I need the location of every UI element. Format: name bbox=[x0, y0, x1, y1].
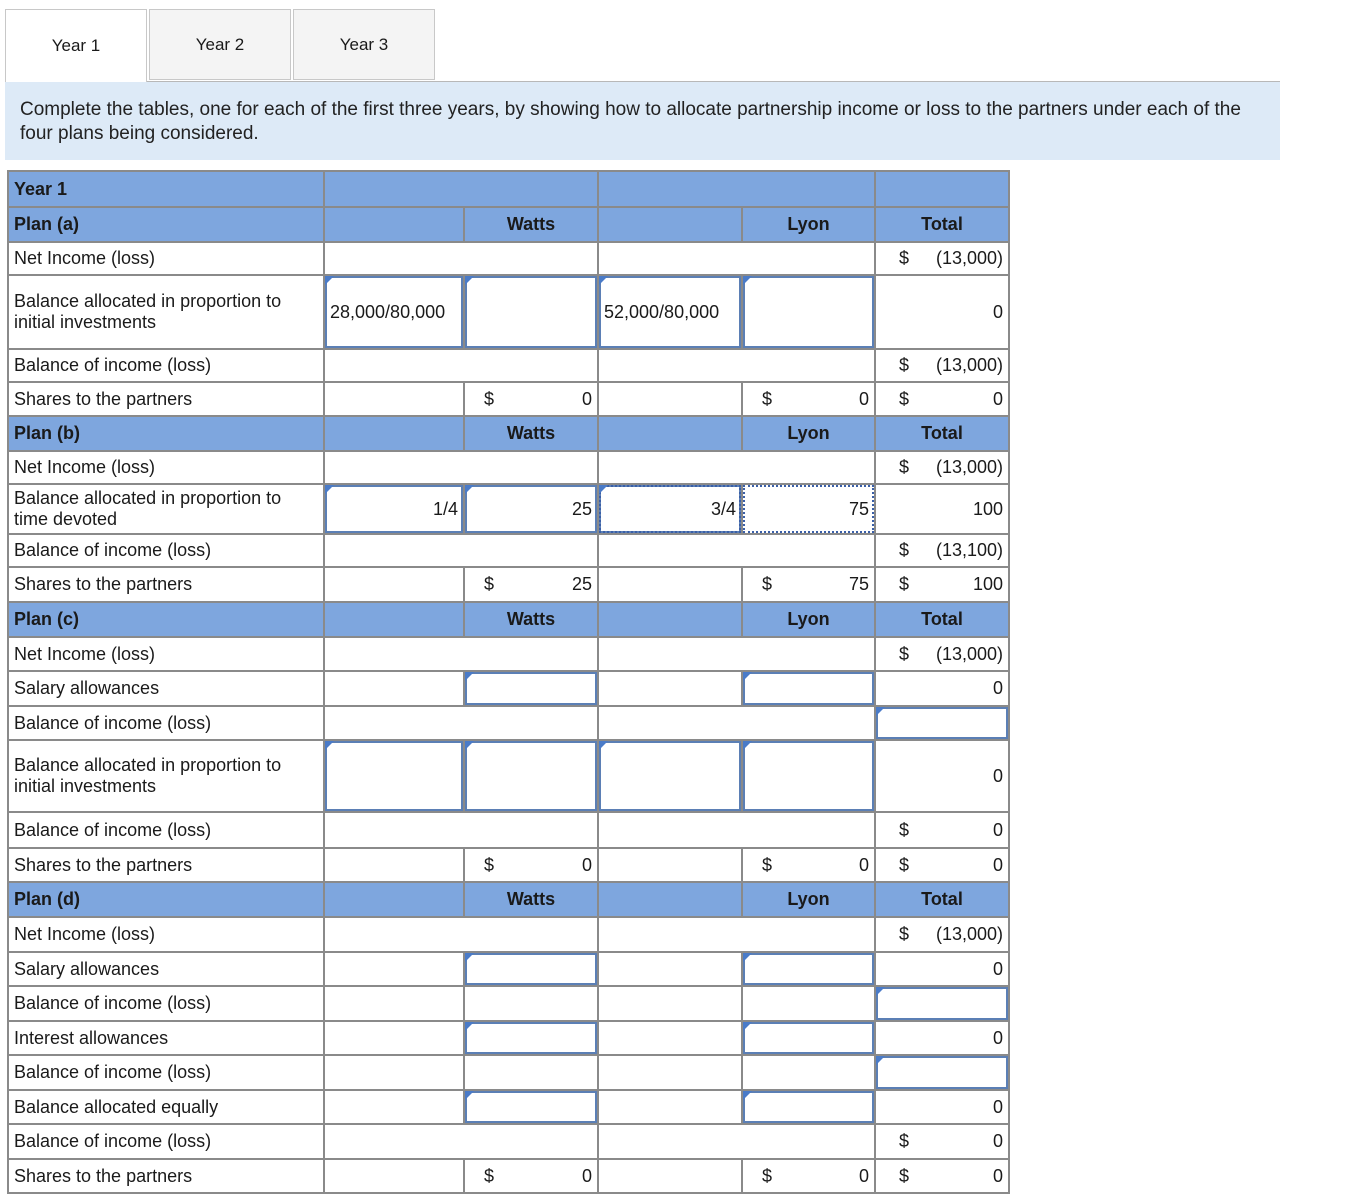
blank-cell bbox=[598, 637, 875, 671]
blank-cell bbox=[598, 917, 875, 952]
header-blank-total bbox=[875, 171, 1009, 207]
blank-cell bbox=[464, 1055, 598, 1090]
plan-b-total-head: Total bbox=[875, 416, 1009, 451]
blank-cell bbox=[598, 1090, 742, 1124]
blank-cell bbox=[324, 1159, 464, 1193]
value: 0 bbox=[858, 388, 869, 409]
plan-c-lyon-ratio-input[interactable] bbox=[598, 740, 742, 812]
balance-label: Balance of income (loss) bbox=[8, 812, 324, 848]
dollar-sign: $ bbox=[484, 574, 495, 594]
plan-a-title: Plan (a) bbox=[8, 207, 324, 242]
shares-label: Shares to the partners bbox=[8, 1159, 324, 1193]
value: 0 bbox=[992, 1131, 1003, 1151]
plan-d-shares-total bbox=[875, 1159, 1009, 1193]
plan-d-header bbox=[8, 882, 1009, 917]
blank-cell bbox=[598, 706, 875, 740]
value: 0 bbox=[581, 854, 592, 875]
blank-cell bbox=[324, 534, 598, 567]
balance-label: Balance of income (loss) bbox=[8, 349, 324, 382]
plan-c-total-head: Total bbox=[875, 602, 1009, 637]
plan-b-ratio-head-2 bbox=[598, 416, 742, 451]
plan-b-ratio-head bbox=[324, 416, 464, 451]
dollar-sign: $ bbox=[762, 574, 773, 594]
plan-c-header bbox=[8, 602, 1009, 637]
plan-d-shares-row bbox=[8, 1159, 1009, 1193]
blank-cell bbox=[324, 812, 598, 848]
tab-year-1[interactable]: Year 1 bbox=[5, 9, 147, 82]
plan-d-total-head: Total bbox=[875, 882, 1009, 917]
value: 0 bbox=[992, 819, 1003, 840]
tab-year-2[interactable]: Year 2 bbox=[149, 9, 291, 80]
blank-cell bbox=[598, 534, 875, 567]
plan-c-ratio-head-2 bbox=[598, 602, 742, 637]
plan-c-watts-salary-input[interactable] bbox=[464, 671, 598, 706]
plan-d-balance1-row bbox=[8, 986, 1009, 1021]
blank-cell bbox=[464, 986, 598, 1021]
blank-cell bbox=[598, 848, 742, 882]
blank-cell bbox=[598, 1055, 742, 1090]
plan-a-shares-row bbox=[8, 382, 1009, 416]
header-blank-lyon bbox=[598, 171, 875, 207]
plan-d-lyon-equal-input[interactable] bbox=[742, 1090, 875, 1124]
net-income-label: Net Income (loss) bbox=[8, 451, 324, 484]
blank-cell bbox=[324, 242, 598, 275]
plan-c-lyon-salary-input[interactable] bbox=[742, 671, 875, 706]
plan-a-balance-total bbox=[875, 349, 1009, 382]
value: (13,000) bbox=[935, 355, 1003, 375]
blank-cell bbox=[598, 567, 742, 602]
plan-d-watts-equal-input[interactable] bbox=[464, 1090, 598, 1124]
blank-cell bbox=[598, 812, 875, 848]
shares-label: Shares to the partners bbox=[8, 567, 324, 602]
plan-d-title: Plan (d) bbox=[8, 882, 324, 917]
dollar-sign: $ bbox=[899, 1165, 910, 1186]
dollar-sign: $ bbox=[762, 854, 773, 875]
plan-b-watts-ratio-input[interactable]: 1/4 bbox=[324, 484, 464, 534]
plan-a-watts-head: Watts bbox=[464, 207, 598, 242]
plan-c-net-income-total bbox=[875, 637, 1009, 671]
plan-b-title: Plan (b) bbox=[8, 416, 324, 451]
allocation-table bbox=[7, 170, 1010, 1194]
value: (13,000) bbox=[935, 248, 1003, 268]
dollar-sign: $ bbox=[899, 574, 910, 594]
plan-c-watts-head: Watts bbox=[464, 602, 598, 637]
balance-label: Balance of income (loss) bbox=[8, 1124, 324, 1159]
blank-cell bbox=[324, 952, 464, 986]
blank-cell bbox=[598, 671, 742, 706]
net-income-label: Net Income (loss) bbox=[8, 917, 324, 952]
balance-label: Balance of income (loss) bbox=[8, 1055, 324, 1090]
dollar-sign: $ bbox=[899, 540, 910, 560]
plan-c-balance2-total bbox=[875, 812, 1009, 848]
plan-d-balance3-row bbox=[8, 1124, 1009, 1159]
dollar-sign: $ bbox=[899, 819, 910, 840]
dollar-sign: $ bbox=[762, 388, 773, 409]
blank-cell bbox=[742, 1055, 875, 1090]
plan-a-shares-total bbox=[875, 382, 1009, 416]
dollar-sign: $ bbox=[899, 457, 910, 477]
year-header-row bbox=[8, 171, 1009, 207]
value: 75 bbox=[848, 574, 869, 594]
salary-label: Salary allowances bbox=[8, 671, 324, 706]
plan-c-alloc-row bbox=[8, 740, 1009, 812]
blank-cell bbox=[324, 917, 598, 952]
plan-a-shares-watts bbox=[464, 382, 598, 416]
plan-b-watts-alloc-input[interactable]: 25 bbox=[464, 484, 598, 534]
plan-c-watts-ratio-input[interactable] bbox=[324, 740, 464, 812]
interest-label: Interest allowances bbox=[8, 1021, 324, 1055]
plan-a-ratio-head-2 bbox=[598, 207, 742, 242]
plan-b-lyon-ratio-input[interactable]: 3/4 bbox=[598, 484, 742, 534]
plan-a-shares-lyon bbox=[742, 382, 875, 416]
blank-cell bbox=[598, 1124, 875, 1159]
alloc-label: Balance allocated in proportion to initial investments bbox=[8, 275, 324, 349]
plan-c-salary-total: 0 bbox=[875, 671, 1009, 706]
net-income-label: Net Income (loss) bbox=[8, 637, 324, 671]
blank-cell bbox=[324, 848, 464, 882]
plan-d-salary-total: 0 bbox=[875, 952, 1009, 986]
plan-c-alloc-total: 0 bbox=[875, 740, 1009, 812]
dollar-sign: $ bbox=[762, 1165, 773, 1186]
plan-d-lyon-interest-input[interactable] bbox=[742, 1021, 875, 1055]
alloc-label: Balance allocated in proportion to initial investments bbox=[8, 740, 324, 812]
plan-c-watts-alloc-input[interactable] bbox=[464, 740, 598, 812]
plan-d-net-income-row bbox=[8, 917, 1009, 952]
plan-a-lyon-ratio-input[interactable]: 52,000/80,000 bbox=[598, 275, 742, 349]
plan-d-ratio-head-2 bbox=[598, 882, 742, 917]
balance-label: Balance of income (loss) bbox=[8, 986, 324, 1021]
plan-b-alloc-total: 100 bbox=[875, 484, 1009, 534]
plan-d-salary-row bbox=[8, 952, 1009, 986]
plan-d-watts-salary-input[interactable] bbox=[464, 952, 598, 986]
plan-d-net-income-total bbox=[875, 917, 1009, 952]
blank-cell bbox=[598, 986, 742, 1021]
blank-cell bbox=[324, 451, 598, 484]
blank-cell bbox=[598, 1021, 742, 1055]
year-tabs bbox=[5, 9, 1280, 82]
plan-c-lyon-alloc-input[interactable] bbox=[742, 740, 875, 812]
dollar-sign: $ bbox=[899, 355, 910, 375]
value: 25 bbox=[571, 574, 592, 594]
year-title: Year 1 bbox=[8, 171, 324, 207]
plan-b-alloc-row bbox=[8, 484, 1009, 534]
instructions: Complete the tables, one for each of the first three years, by showing how to allocate partnership income or loss to the partners under each of the four plans being considered. bbox=[5, 82, 1280, 160]
plan-c-balance2-row bbox=[8, 812, 1009, 848]
plan-c-ratio-head bbox=[324, 602, 464, 637]
salary-label: Salary allowances bbox=[8, 952, 324, 986]
plan-b-balance-row bbox=[8, 534, 1009, 567]
shares-label: Shares to the partners bbox=[8, 382, 324, 416]
alloc-label: Balance allocated in proportion to time devoted bbox=[8, 484, 324, 534]
blank-cell bbox=[598, 952, 742, 986]
dollar-sign: $ bbox=[484, 1165, 495, 1186]
blank-cell bbox=[324, 986, 464, 1021]
plan-b-net-income-row bbox=[8, 451, 1009, 484]
plan-c-balance1-total-input[interactable] bbox=[875, 706, 1009, 740]
blank-cell bbox=[598, 451, 875, 484]
plan-d-lyon-head: Lyon bbox=[742, 882, 875, 917]
blank-cell bbox=[598, 242, 875, 275]
blank-cell bbox=[598, 1159, 742, 1193]
blank-cell bbox=[742, 986, 875, 1021]
plan-d-equal-total: 0 bbox=[875, 1090, 1009, 1124]
net-income-label: Net Income (loss) bbox=[8, 242, 324, 275]
plan-b-header bbox=[8, 416, 1009, 451]
value: (13,000) bbox=[935, 457, 1003, 477]
plan-c-net-income-row bbox=[8, 637, 1009, 671]
tab-year-3[interactable]: Year 3 bbox=[293, 9, 435, 80]
plan-c-shares-lyon bbox=[742, 848, 875, 882]
blank-cell bbox=[324, 349, 598, 382]
plan-a-net-income-row bbox=[8, 242, 1009, 275]
value: 0 bbox=[992, 1165, 1003, 1186]
plan-d-balance3-total bbox=[875, 1124, 1009, 1159]
plan-d-equal-row bbox=[8, 1090, 1009, 1124]
value: (13,000) bbox=[935, 924, 1003, 944]
plan-b-shares-watts bbox=[464, 567, 598, 602]
blank-cell bbox=[598, 349, 875, 382]
plan-d-balance2-row bbox=[8, 1055, 1009, 1090]
blank-cell bbox=[324, 1055, 464, 1090]
balance-label: Balance of income (loss) bbox=[8, 706, 324, 740]
value: (13,000) bbox=[935, 643, 1003, 664]
shares-label: Shares to the partners bbox=[8, 848, 324, 882]
value: 0 bbox=[581, 1165, 592, 1186]
plan-b-lyon-alloc: 75 bbox=[742, 484, 875, 534]
plan-d-balance2-total-input[interactable] bbox=[875, 1055, 1009, 1090]
value: 100 bbox=[972, 574, 1003, 594]
plan-c-title: Plan (c) bbox=[8, 602, 324, 637]
blank-cell bbox=[598, 382, 742, 416]
plan-c-lyon-head: Lyon bbox=[742, 602, 875, 637]
plan-b-balance-total bbox=[875, 534, 1009, 567]
balance-label: Balance of income (loss) bbox=[8, 534, 324, 567]
dollar-sign: $ bbox=[899, 924, 910, 944]
plan-a-lyon-head: Lyon bbox=[742, 207, 875, 242]
plan-b-net-income-total bbox=[875, 451, 1009, 484]
plan-d-shares-lyon bbox=[742, 1159, 875, 1193]
plan-b-watts-head: Watts bbox=[464, 416, 598, 451]
dollar-sign: $ bbox=[899, 1131, 910, 1151]
blank-cell bbox=[324, 1090, 464, 1124]
plan-d-interest-row bbox=[8, 1021, 1009, 1055]
plan-b-lyon-head: Lyon bbox=[742, 416, 875, 451]
plan-a-net-income-total bbox=[875, 242, 1009, 275]
plan-a-ratio-head bbox=[324, 207, 464, 242]
value: 0 bbox=[858, 854, 869, 875]
plan-a-lyon-alloc-input[interactable] bbox=[742, 275, 875, 349]
plan-a-watts-ratio-input[interactable]: 28,000/80,000 bbox=[324, 275, 464, 349]
value: 0 bbox=[581, 388, 592, 409]
plan-b-shares-lyon bbox=[742, 567, 875, 602]
value: 0 bbox=[992, 854, 1003, 875]
plan-d-watts-interest-input[interactable] bbox=[464, 1021, 598, 1055]
dollar-sign: $ bbox=[899, 854, 910, 875]
plan-c-shares-row bbox=[8, 848, 1009, 882]
blank-cell bbox=[324, 382, 464, 416]
dollar-sign: $ bbox=[899, 643, 910, 664]
blank-cell bbox=[324, 637, 598, 671]
equal-label: Balance allocated equally bbox=[8, 1090, 324, 1124]
blank-cell bbox=[324, 671, 464, 706]
blank-cell bbox=[324, 1124, 598, 1159]
plan-d-lyon-salary-input[interactable] bbox=[742, 952, 875, 986]
plan-d-shares-watts bbox=[464, 1159, 598, 1193]
plan-b-shares-total bbox=[875, 567, 1009, 602]
plan-c-salary-row bbox=[8, 671, 1009, 706]
dollar-sign: $ bbox=[899, 388, 910, 409]
plan-c-balance1-row bbox=[8, 706, 1009, 740]
plan-a-header bbox=[8, 207, 1009, 242]
plan-d-watts-head: Watts bbox=[464, 882, 598, 917]
plan-a-watts-alloc-input[interactable] bbox=[464, 275, 598, 349]
dollar-sign: $ bbox=[899, 248, 910, 268]
dollar-sign: $ bbox=[484, 388, 495, 409]
plan-d-interest-total: 0 bbox=[875, 1021, 1009, 1055]
plan-a-alloc-row bbox=[8, 275, 1009, 349]
header-blank-watts bbox=[324, 171, 598, 207]
plan-d-balance1-total-input[interactable] bbox=[875, 986, 1009, 1021]
plan-a-total-head: Total bbox=[875, 207, 1009, 242]
value: (13,100) bbox=[935, 540, 1003, 560]
blank-cell bbox=[324, 1021, 464, 1055]
value: 0 bbox=[992, 388, 1003, 409]
plan-a-alloc-total: 0 bbox=[875, 275, 1009, 349]
plan-d-ratio-head bbox=[324, 882, 464, 917]
blank-cell bbox=[324, 567, 464, 602]
blank-cell bbox=[324, 706, 598, 740]
plan-c-shares-watts bbox=[464, 848, 598, 882]
plan-c-shares-total bbox=[875, 848, 1009, 882]
dollar-sign: $ bbox=[484, 854, 495, 875]
plan-b-shares-row bbox=[8, 567, 1009, 602]
value: 0 bbox=[858, 1165, 869, 1186]
plan-a-balance-row bbox=[8, 349, 1009, 382]
